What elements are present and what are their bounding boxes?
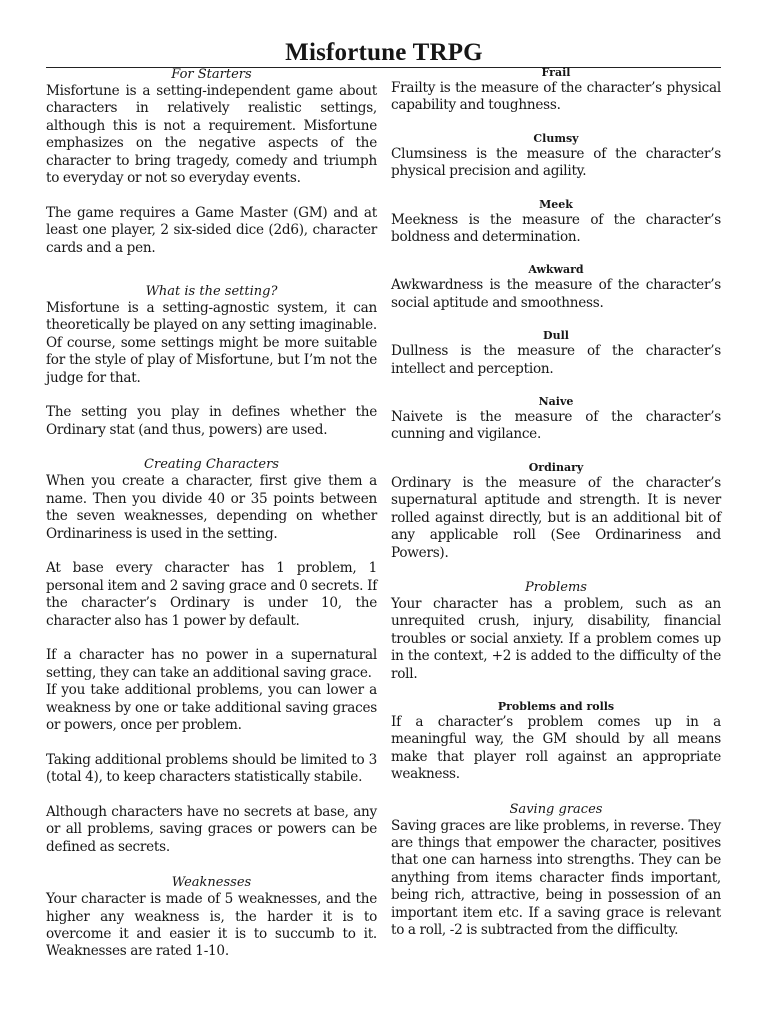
clumsy-paragraph: Clumsiness is the measure of the character’s physical precision and agility. xyxy=(391,145,721,180)
setting-paragraph-2: The setting you play in defines whether the Ordinary stat (and thus, powers) are used. xyxy=(46,404,377,438)
creating-characters-heading: Creating Characters xyxy=(144,457,279,473)
ordinary-paragraph: Ordinary is the measure of the character’s supernatural aptitude and strength. It is never rolled against directly, but is an additional bit of any applicable roll (See Ordinariness and Powers). xyxy=(391,474,721,561)
dull-heading: Dull xyxy=(543,329,569,343)
awkward-paragraph: Awkwardness is the measure of the character’s social aptitude and smoothness. xyxy=(391,277,721,311)
problems-paragraph: Your character has a problem, such as an unrequited crush, injury, disability, financial troubles or social anxiety. If a problem comes up in the context, +2 is added to the difficulty of the roll. xyxy=(391,595,721,682)
creating-paragraph-1: When you create a character, first give them a name. Then you divide 40 or 35 points between the seven weaknesses, depending on whether Ordinariness is used in the setting. xyxy=(46,473,377,542)
weaknesses-heading: Weaknesses xyxy=(171,875,252,891)
meek-paragraph: Meekness is the measure of the character’s boldness and determination. xyxy=(391,211,721,246)
naive-paragraph: Naivete is the measure of the character’s cunning and vigilance. xyxy=(391,409,721,443)
problems-and-rolls-heading: Problems and rolls xyxy=(497,699,615,713)
meek-heading: Meek xyxy=(539,197,573,211)
ordinary-heading: Ordinary xyxy=(528,460,584,474)
awkward-heading: Awkward xyxy=(528,263,584,277)
frail-heading: Frail xyxy=(541,66,571,79)
creating-paragraph-5: Taking additional problems should be limited to 3 (total 4), to keep characters statistically stabile. xyxy=(46,751,377,786)
saving-graces-paragraph: Saving graces are like problems, in reverse. They are things that empower the character, positives that one can harness into strengths. They can be anything from items character finds important, being rich, attractive, being in possession of an important item etc. If a saving grace is relevant to a roll, -2 is subtracted from the difficulty. xyxy=(391,817,721,938)
for-starters-heading: For Starters xyxy=(171,67,252,82)
creating-paragraph-2: At base every character has 1 problem, 1 personal item and 2 saving grace and 0 secrets. If the character’s Ordinary is under 10, the character also has 1 power by default. xyxy=(46,560,377,629)
creating-paragraph-3: If a character has no power in a supernatural setting, they can take an additional saving grace. xyxy=(46,647,377,681)
clumsy-heading: Clumsy xyxy=(533,131,579,145)
naive-heading: Naive xyxy=(538,395,574,409)
right-column xyxy=(391,66,721,939)
saving-graces-heading: Saving graces xyxy=(509,801,603,817)
creating-paragraph-6: Although characters have no secrets at base, any or all problems, saving graces or powers can be defined as secrets. xyxy=(46,803,377,855)
for-starters-paragraph-2: The game requires a Game Master (GM) and at least one player, 2 six-sided dice (2d6), character cards and a pen. xyxy=(46,204,377,256)
setting-paragraph-1: Misfortune is a setting-agnostic system, it can theoretically be played on any setting imaginable. Of course, some settings might be more suitable for the style of play of Misfortune, but I’m not the judge for that. xyxy=(46,300,377,386)
dull-paragraph: Dullness is the measure of the character’s intellect and perception. xyxy=(391,343,721,377)
left-column xyxy=(46,66,377,961)
creating-paragraph-4: If you take additional problems, you can lower a weakness by one or take additional saving graces or powers, once per problem. xyxy=(46,682,377,733)
problems-heading: Problems xyxy=(525,579,587,595)
problems-and-rolls-paragraph: If a character’s problem comes up in a meaningful way, the GM should by all means make that player roll against an appropriate weakness. xyxy=(391,713,721,783)
setting-heading: What is the setting? xyxy=(145,284,278,300)
weaknesses-paragraph: Your character is made of 5 weaknesses, and the higher any weakness is, the harder it is to overcome it and easier it is to succumb to it. Weaknesses are rated 1-10. xyxy=(46,891,377,960)
frail-paragraph: Frailty is the measure of the character’s physical capability and toughness. xyxy=(391,80,721,114)
for-starters-paragraph-1: Misfortune is a setting-independent game about characters in relatively realistic settings, although this is not a requirement. Misfortune emphasizes on the negative aspects of the character to bring tragedy, comedy and triumph to everyday or not so everyday events. xyxy=(46,83,377,187)
page-title: Misfortune TRPG xyxy=(285,39,483,66)
